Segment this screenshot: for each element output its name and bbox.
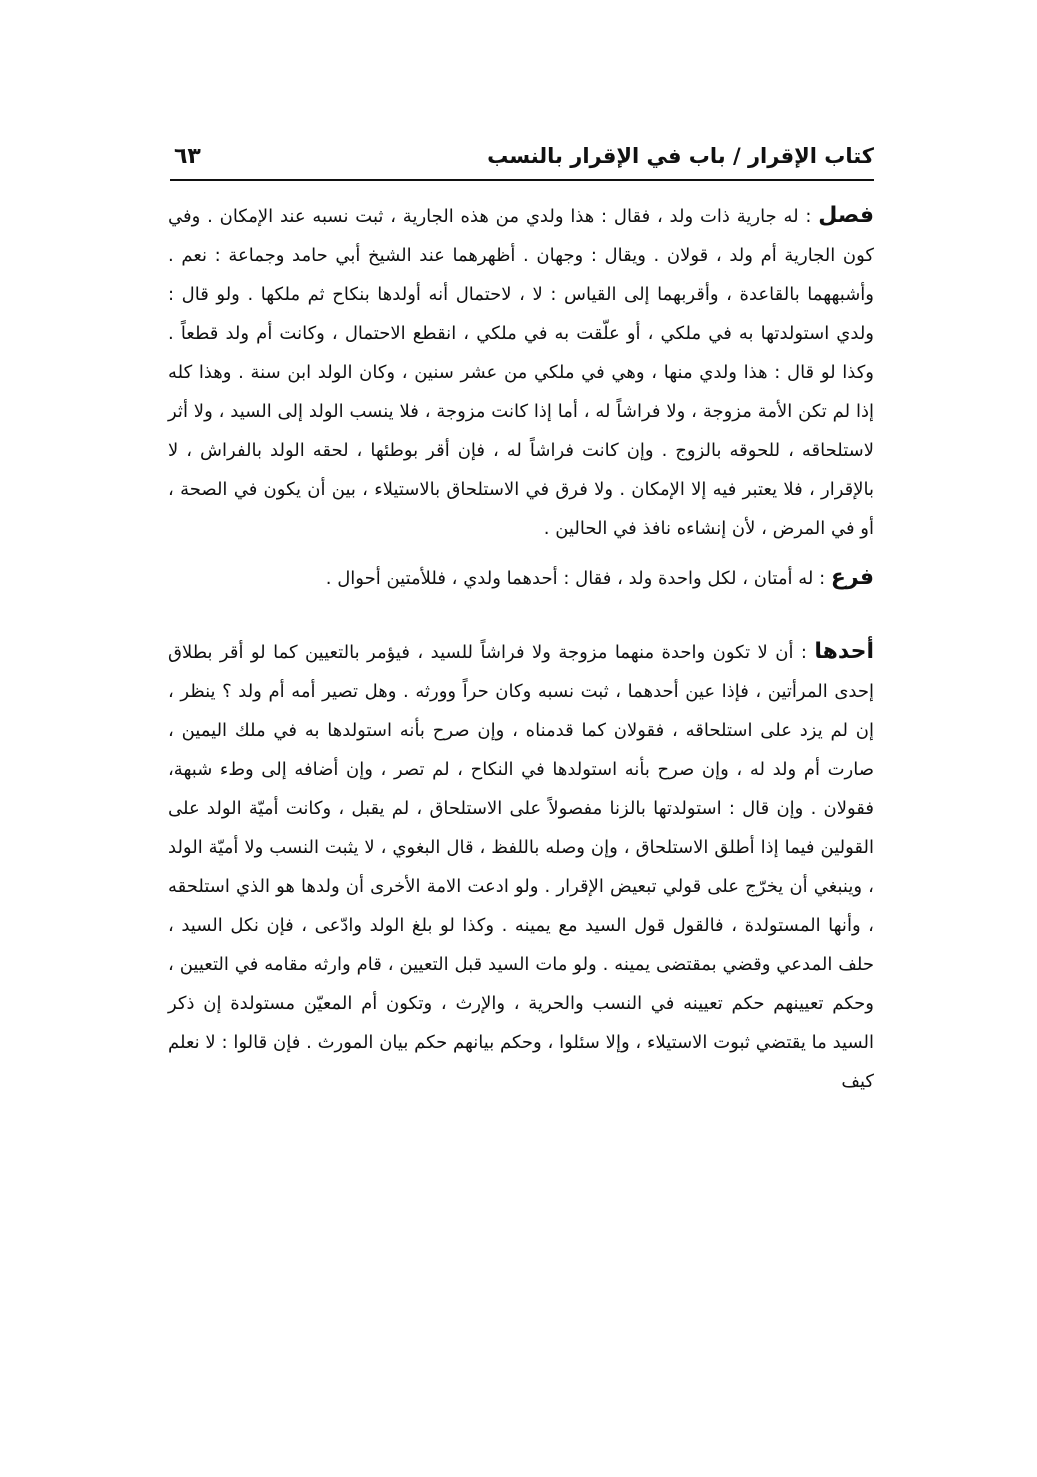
paragraph-lead-word: فرع xyxy=(830,565,874,590)
page-number: ٦٣ xyxy=(174,144,201,169)
paragraph-ahaduha xyxy=(168,632,874,1101)
paragraph-text: : له أمتان ، لكل واحدة ولد ، فقال : أحدهما ولدي ، فللأمتين أحوال . xyxy=(325,568,831,589)
paragraph-lead-word: أحدها xyxy=(814,639,874,664)
paragraph-far xyxy=(168,558,874,598)
paragraph-fasl xyxy=(168,196,874,548)
paragraph-text: : أن لا تكون واحدة منهما مزوجة ولا فراشاً للسيد ، فيؤمر بالتعيين كما لو أقر بطلاق إحدى المرأتين ، فإذا عين أحدهما ، ثبت نسبه وكان حراً وورثه . وهل تصير أمه أم ولد ؟ ينظر ، إن لم يزد على استلحاقه ، فقولان كما قدمناه ، وإن صرح بأنه استولدها به في ملك اليمين ، صارت أم ولد له ، وإن صرح بأنه استولدها في النكاح ، لم تصر ، وإن أضافه إلى وطء شبهة، فقولان . وإن قال : استولدتها بالزنا مفصولاً على الاستلحاق ، لم يقبل ، وكانت أميّة الولد على القولين فيما إذا أطلق الاستلحاق ، وإن وصله باللفظ ، قال البغوي ، لا يثبت النسب ولا أميّة الولد ، وينبغي أن يخرّج على قولي تبعيض الإقرار . ولو ادعت الامة الأخرى أن ولدها هو الذي استلحقه ، وأنها المستولدة ، فالقول قول السيد مع يمينه . وكذا لو بلغ الولد وادّعى ، فإن نكل السيد ، حلف المدعي وقضي بمقتضى يمينه . ولو مات السيد قبل التعيين ، قام وارثه مقامه في التعيين ، وحكم تعيينهم حكم تعيينه في النسب والحرية ، والإرث ، وتكون أم المعيّن مستولدة إن ذكر السيد ما يقتضي ثبوت الاستيلاء ، وإلا سئلوا ، وحكم بيانهم حكم بيان المورث . فإن قالوا : لا نعلم كيف xyxy=(168,642,874,1092)
running-header-title: كتاب الإقرار / باب في الإقرار بالنسب xyxy=(487,144,874,168)
paragraph-text: : له جارية ذات ولد ، فقال : هذا ولدي من هذه الجارية ، ثبت نسبه عند الإمكان . وفي كون الجارية أم ولد ، قولان . ويقال : وجهان . أظهرهما عند الشيخ أبي حامد وجماعة : نعم . وأشبههما بالقاعدة ، وأقربهما إلى القياس : لا ، لاحتمال أنه أولدها بنكاح ثم ملكها . ولو قال : ولدي استولدتها به في ملكي ، أو علّقت به في ملكي ، انقطع الاحتمال ، وكانت أم ولد قطعاً . وكذا لو قال : هذا ولدي منها ، وهي في ملكي من عشر سنين ، وكان الولد ابن سنة . وهذا كله إذا لم تكن الأمة مزوجة ، ولا فراشاً له ، أما إذا كانت مزوجة ، فلا ينسب الولد إلى السيد ، ولا أثر لاستلحاقه ، للحوقه بالزوج . وإن كانت فراشاً له ، فإن أقر بوطئها ، لحقه الولد بالفراش ، لا بالإقرار ، فلا يعتبر فيه إلا الإمكان . ولا فرق في الاستلحاق بالاستيلاء ، بين أن يكون في الصحة ، أو في المرض ، لأن إنشاءه نافذ في الحالين . xyxy=(168,206,874,539)
paragraph-lead-word: فصل xyxy=(818,203,874,228)
page-header xyxy=(170,140,874,176)
page-body xyxy=(168,196,874,1101)
header-divider xyxy=(170,179,874,181)
